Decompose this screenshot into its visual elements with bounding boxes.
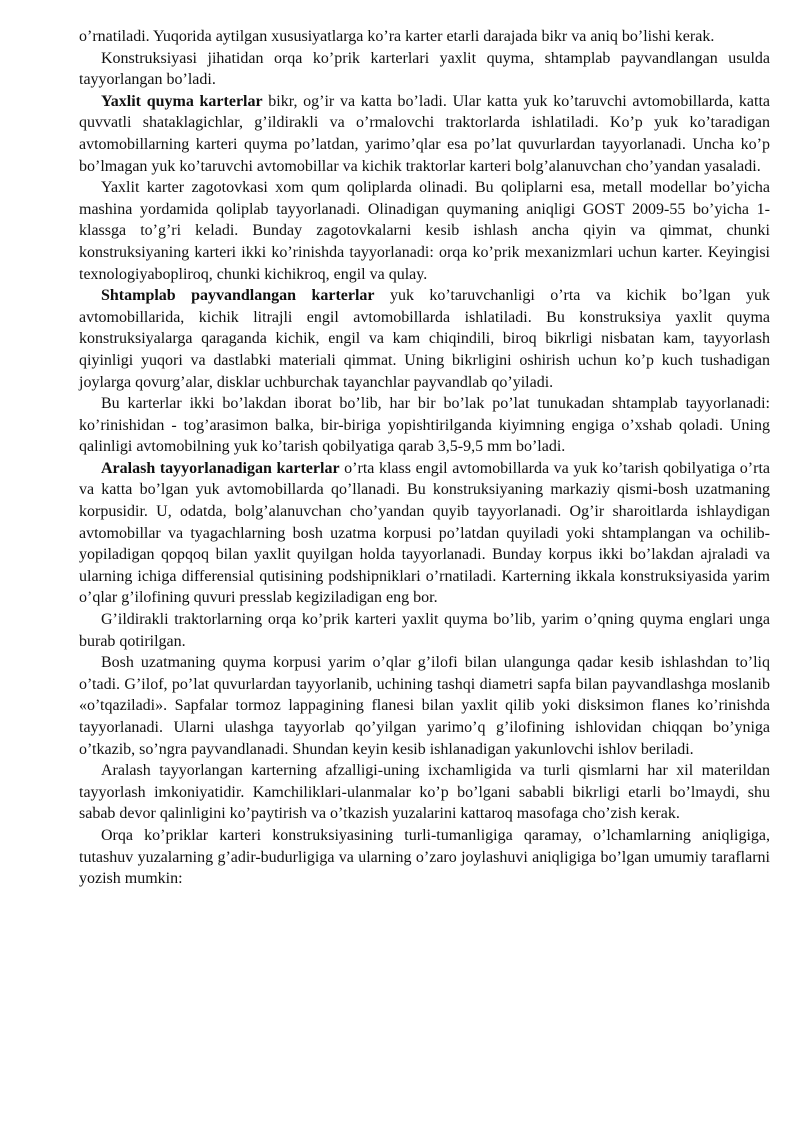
paragraph-11 <box>79 825 770 890</box>
paragraph-5-text: yuk ko’taruvchanligi o’rta va kichik bo’lgan yuk avtomobillarida, kichik litrajli engil avtomobillarda ishlatiladi. Bu konstruksiya yaxlit quyma konstruksiyalarga qaraganda kichik, engil va kam chiqindili, biroq bikrligi nisbatan kam, tayyorlash qiyinligi yuqori va dastlabki materiali qimmat. Uning bikrligini oshirish uchun ko’p kuch tushadigan joylarga qovurg’alar, disklar uchburchak tayanchlar payvandlab qo’yiladi. <box>79 287 770 391</box>
paragraph-9 <box>79 652 770 760</box>
paragraph-5 <box>79 285 770 393</box>
paragraph-7 <box>79 458 770 609</box>
paragraph-3-text: bikr, og’ir va katta bo’ladi. Ular katta yuk ko’taruvchi avtomobillarda, katta quvvatli shataklagichlar, g’ildirakli va o’rmalovchi traktorlarda ishlatiladi. Ko’p yuk ko’taradigan avtomobillarning karteri quyma po’latdan, yarimo’qlar esa po’lat quvurlardan tayyorlanadi. Uncha ko’p bo’lmagan yuk ko’taruvchi avtomobillar va kichik traktorlar karteri bolg’alanuvchan cho’yandan yasaladi. <box>79 92 771 175</box>
paragraph-6-text: Bu karterlar ikki bo’lakdan iborat bo’lib, har bir bo’lak po’lat tunukadan shtamplab tayyorlanadi: ko’rinishidan - tog’arasimon balka, bir-biriga yopishtirilganda kiyimning engiga o’xshab qoladi. Uning qalinligi avtomobilning yuk ko’tarish qobilyatiga qarab 3,5-9,5 mm bo’ladi. <box>79 395 770 456</box>
paragraph-5-lead: Shtamplab payvandlangan karterlar <box>101 287 375 305</box>
paragraph-4 <box>79 177 770 285</box>
paragraph-11-text: Orqa ko’priklar karteri konstruksiyasining turli-tumanligiga qaramay, o’lchamlarning aniqligiga, tutashuv yuzalarning g’adir-budurligiga va ularning o’zaro joylashuvi aniqligiga bo’lgan umumiy taraflarni yozish mumkin: <box>79 826 770 888</box>
paragraph-3-lead: Yaxlit quyma karterlar <box>101 92 263 110</box>
paragraph-1-text: o’rnatiladi. Yuqorida aytilgan xususiyatlarga ko’ra karter etarli darajada bikr va aniq bo’lishi kerak. <box>79 28 715 45</box>
paragraph-2-text: Konstruksiyasi jihatidan orqa ko’prik karterlari yaxlit quyma, shtamplab payvandlangan usulda tayyorlangan bo’ladi. <box>79 49 770 89</box>
paragraph-8 <box>79 609 770 652</box>
paragraph-10-text: Aralash tayyorlangan karterning afzalligi-uning ixchamligida va turli qismlarni har xil materildan tayyorlash imkoniyatidir. Kamchiliklari-ulanmalar ko’p bo’lgani sababli bikrligi etarli bo’lmaydi, shu sabab devor qalinligini ko’paytirish va o’tkazish yuzalarini kattaroq masofaga cho’zish kerak. <box>79 762 770 823</box>
paragraph-2 <box>79 48 770 91</box>
paragraph-6 <box>79 393 770 458</box>
paragraph-1 <box>79 26 770 48</box>
paragraph-9-text: Bosh uzatmaning quyma korpusi yarim o’qlar g’ilofi bilan ulangunga qadar kesib ishlashdan to’liq o’tadi. G’ilof, po’lat quvurlardan tayyorlanib, uchining tashqi diametri sapfa bilan payvandlashga moslanib «o’tqaziladi». Sapfalar tormoz lappagining flanesi bilan yaxlit qilib yoki disksimon flanes ko’rinishda tayyorlanadi. Ularni ulashga tayyorlab qo’yilgan yarimo’q g’ilofining ishlovidan chiqqan bo’yniga o’tkazib, so’ngra payvandlanadi. Shundan keyin kesib ishlanadigan yakunlovchi ishlov beriladi. <box>79 654 770 758</box>
paragraph-7-text: o’rta klass engil avtomobillarda va yuk ko’tarish qobilyatiga o’rta va katta bo’lgan yuk avtomobillarda qo’llanadi. Bu konstruksiyaning markaziy qismi-bosh uzatmaning korpusidir. U, odatda, bolg’alanuvchan cho’yandan quyib tayyorlanadi. Og’ir sharoitlarda ishlaydigan avtomobillar va tyagachlarning bosh uzatma korpusi po’latdan quyiladi yoki shtamplangan va ochilib-yopiladigan qopqoq bilan yaxlit quyilgan holda tayyorlanadi. Bunday korpus ikki bo’lakdan ajraladi va ularning ichiga differensial qutisining podshipniklari o’rnatiladi. Karterning ikkala konstruksiyasida yarim o’qlar g’ilofining quvuri presslab kegiziladigan eng bor. <box>79 459 770 607</box>
paragraph-8-text: G’ildirakli traktorlarning orqa ko’prik karteri yaxlit quyma bo’lib, yarim o’qning quyma englari unga burab qotirilgan. <box>79 611 770 650</box>
paragraph-3 <box>79 91 770 177</box>
paragraph-10 <box>79 760 770 825</box>
paragraph-4-text: Yaxlit karter zagotovkasi xom qum qoliplarda olinadi. Bu qoliplarni esa, metall modellar bo’yicha mashina yordamida qoliplab tayyorlanadi. Olinadigan quymaning aniqligi GOST 2009-55 bo’yicha 1-klassga to’g’ri keladi. Bunday zagotovkalarni kesib ishlash ancha qiyin va qimmat, chunki konstruksiyaning karteri ikki ko’rinishda tayyorlanadi: orqa ko’prik mexanizmlari uchun karter. Keyingisi texnologiyabopliroq, chunki kichikroq, engil va qulay. <box>79 179 770 283</box>
paragraph-7-lead: Aralash tayyorlanadigan karterlar <box>101 459 340 477</box>
